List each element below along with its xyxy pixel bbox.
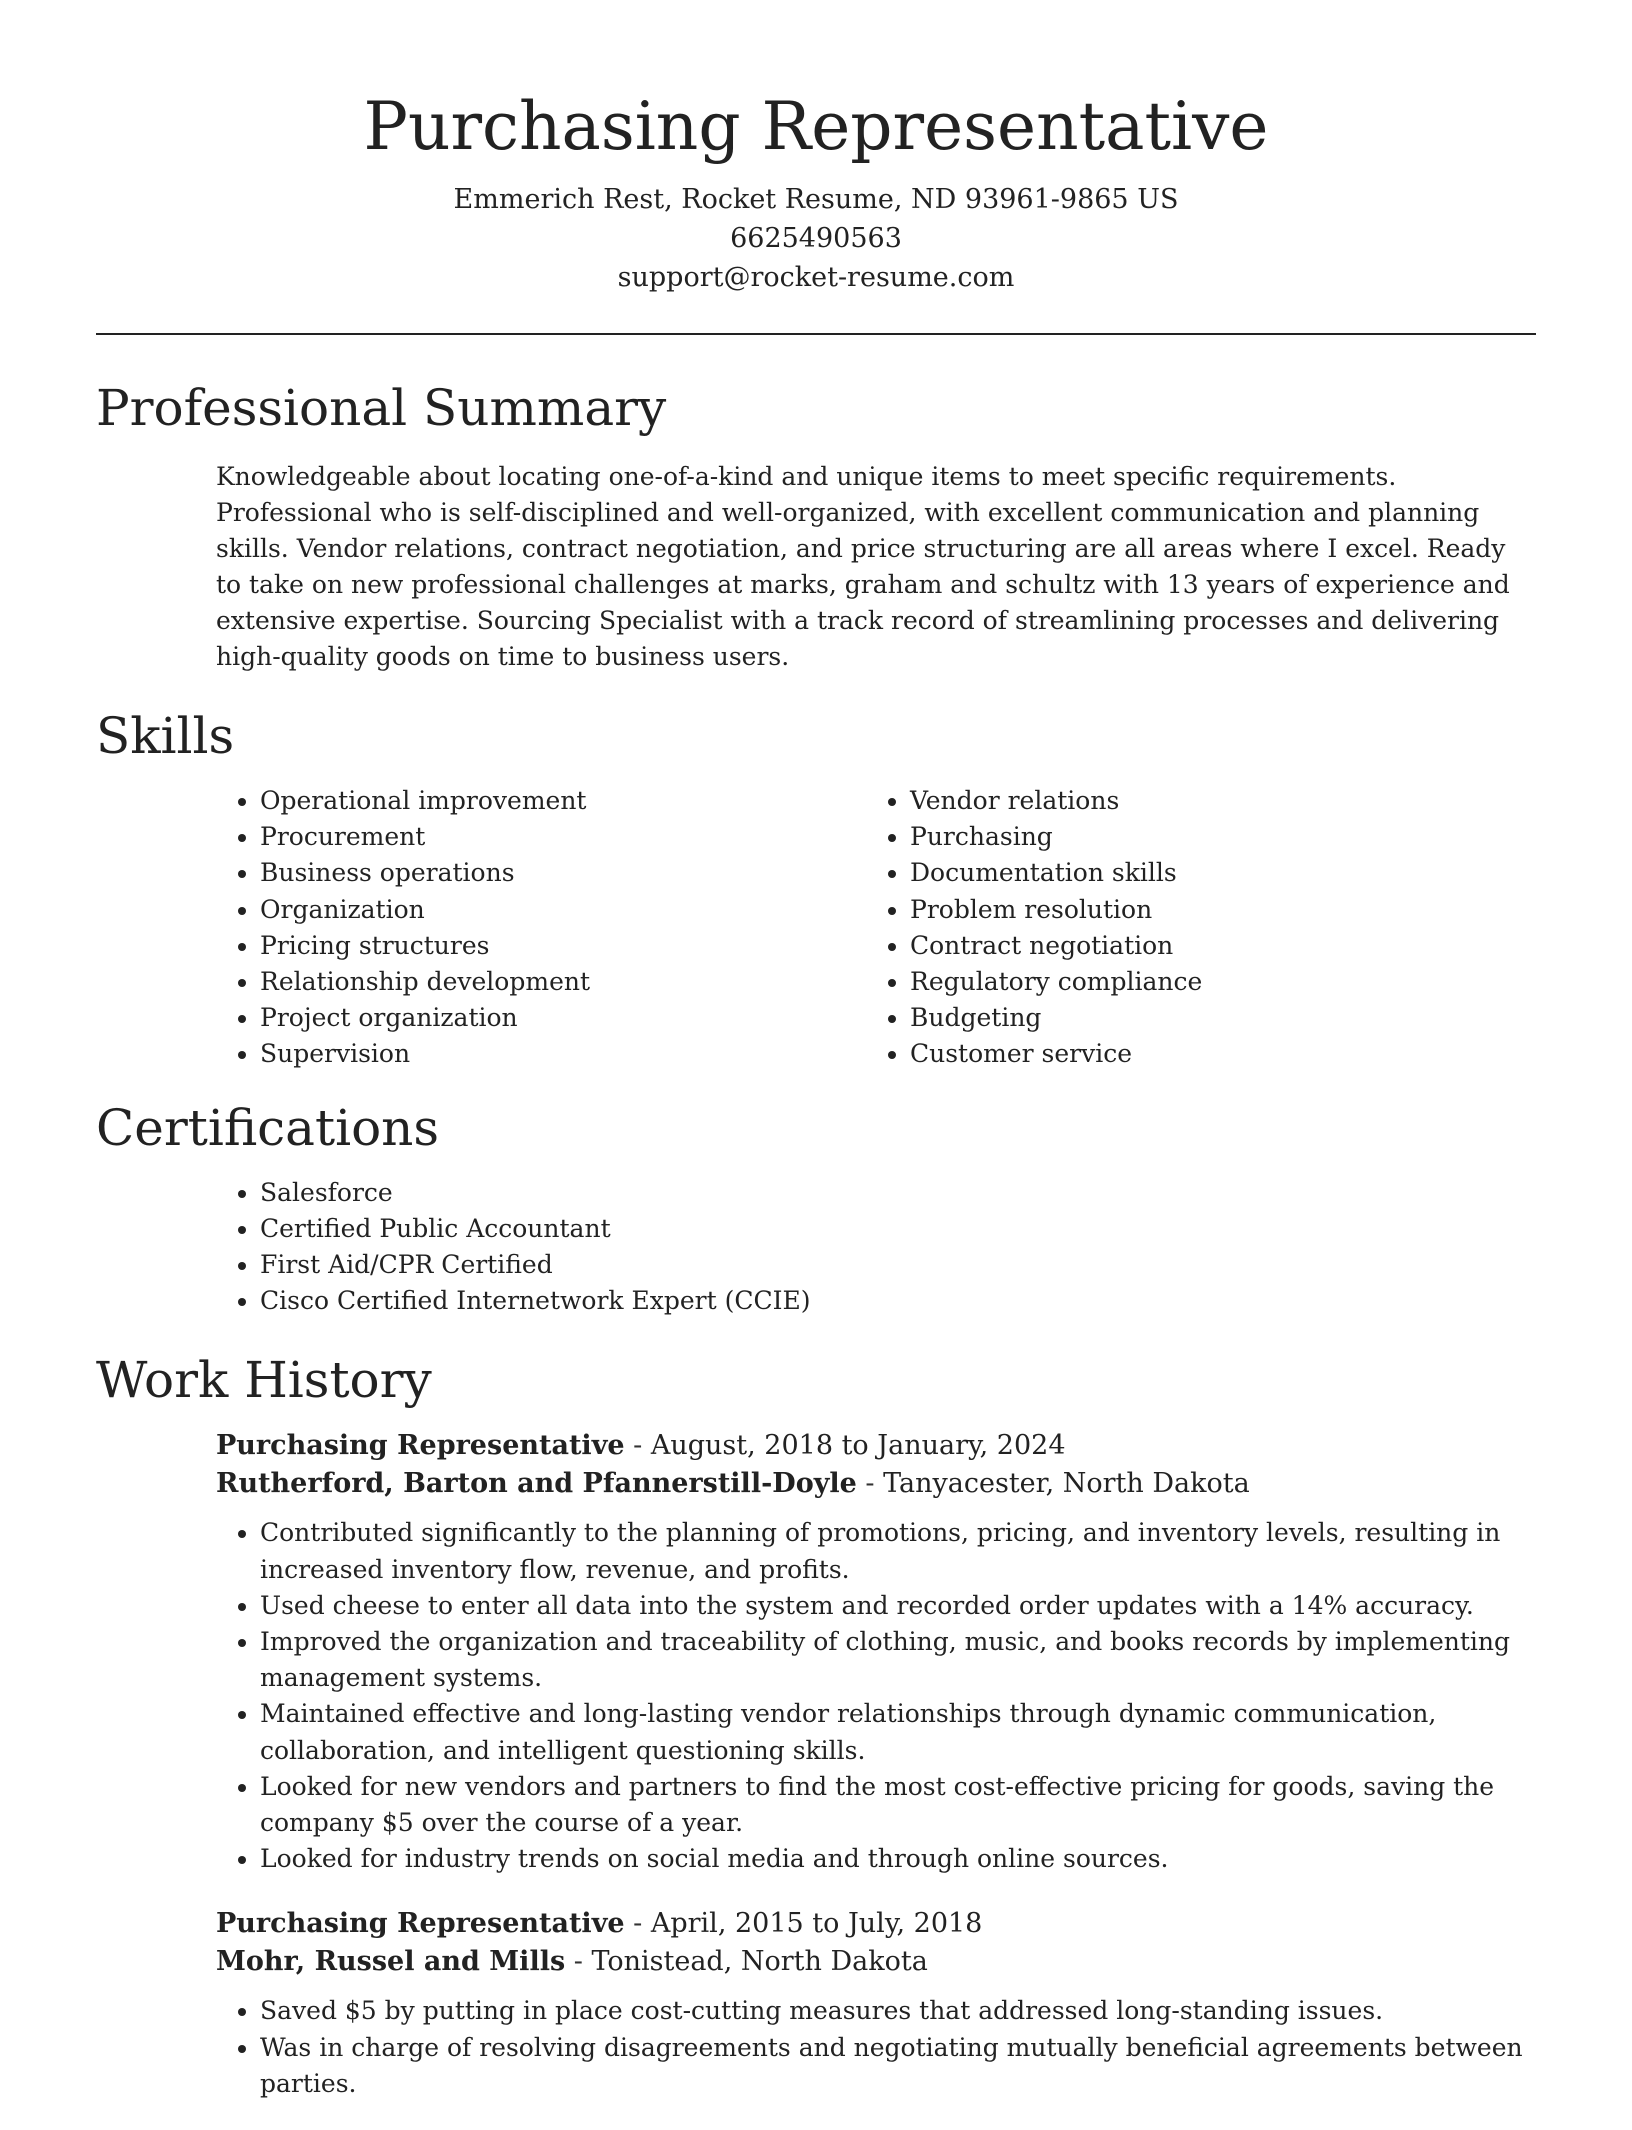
- header-divider: [96, 333, 1536, 335]
- list-item: • Salesforce: [260, 1175, 1536, 1211]
- job-location: Tanyacester, North Dakota: [883, 1468, 1250, 1500]
- list-item: • Problem resolution: [910, 892, 1516, 928]
- candidate-name: Purchasing Representative: [363, 88, 1269, 165]
- list-item: • Procurement: [260, 819, 866, 855]
- skills-list-right: [866, 783, 1516, 1073]
- list-item: • Contributed significantly to the planning of promotions, pricing, and inventory levels, resulting in increased inventory flow, revenue, and profits.: [260, 1515, 1536, 1587]
- job-bullets: [216, 1515, 1536, 1877]
- contact-phone: 6625490563: [730, 223, 902, 254]
- list-item: • Operational improvement: [260, 783, 866, 819]
- job-location: Tonistead, North Dakota: [591, 1946, 928, 1978]
- certifications-heading: Certifications: [96, 1098, 440, 1157]
- resume-page: [96, 0, 1536, 2130]
- list-item: • Saved $5 by putting in place cost-cutting measures that addressed long-standing issues.: [260, 1993, 1536, 2029]
- job-title: Purchasing Representative: [216, 1908, 625, 1940]
- summary-heading: Professional Summary: [96, 379, 667, 437]
- list-item: • Budgeting: [910, 1000, 1516, 1036]
- skills-column-left: [216, 783, 866, 1073]
- job-separator: -: [624, 1430, 651, 1462]
- list-item: • First Aid/CPR Certified: [260, 1247, 1536, 1283]
- job-entry: [216, 1427, 1536, 1877]
- skills-list-left: [216, 783, 866, 1073]
- list-item: • Organization: [260, 892, 866, 928]
- list-item: • Relationship development: [260, 964, 866, 1000]
- list-item: • Contract negotiation: [910, 928, 1516, 964]
- list-item: • Project organization: [260, 1000, 866, 1036]
- list-item: • Regulatory compliance: [910, 964, 1516, 1000]
- list-item: • Maintained effective and long-lasting vendor relationships through dynamic communication, collaboration, and intelligent questioning skills.: [260, 1696, 1536, 1768]
- certifications-list: [216, 1175, 1536, 1320]
- work-history-section: [96, 1347, 1536, 2102]
- list-item: • Vendor relations: [910, 783, 1516, 819]
- list-item: • Cisco Certified Internetwork Expert (CCIE): [260, 1283, 1536, 1319]
- job-separator: -: [856, 1468, 884, 1500]
- job-dates: April, 2015 to July, 2018: [650, 1908, 983, 1940]
- job-title-line: [216, 1427, 1536, 1465]
- work-history-heading: Work History: [96, 1351, 432, 1410]
- resume-header: [96, 0, 1536, 297]
- certifications-body: [216, 1175, 1536, 1320]
- summary-text: Knowledgeable about locating one-of-a-kind and unique items to meet specific requirements. Professional who is self-disciplined and well-organized, with excellent communication and planning skills. Vendor relations, contract negotiation, and price structuring are all areas where I excel. Ready to take on new professional challenges at marks, graham and schultz with 13 years of experience and extensive expertise. Sourcing Specialist with a track record of streamlining processes and delivering high-quality goods on time to business users.: [216, 462, 1510, 671]
- job-entry: [216, 1905, 1536, 2102]
- summary-section: [96, 375, 1536, 675]
- skills-heading: Skills: [96, 707, 235, 765]
- contact-address: Emmerich Rest, Rocket Resume, ND 93961-9865 US: [453, 184, 1179, 215]
- list-item: • Was in charge of resolving disagreements and negotiating mutually beneficial agreements between parties.: [260, 2030, 1536, 2102]
- job-company-line: [216, 1943, 1536, 1981]
- certifications-section: [96, 1095, 1536, 1320]
- job-separator: -: [624, 1908, 651, 1940]
- job-title-line: [216, 1905, 1536, 1943]
- job-company: Mohr, Russel and Mills: [216, 1946, 566, 1978]
- list-item: • Looked for industry trends on social media and through online sources.: [260, 1841, 1536, 1877]
- skills-column-right: [866, 783, 1516, 1073]
- list-item: • Customer service: [910, 1036, 1516, 1072]
- job-dates: August, 2018 to January, 2024: [650, 1430, 1066, 1462]
- summary-body: [216, 459, 1536, 675]
- list-item: • Looked for new vendors and partners to find the most cost-effective pricing for goods, saving the company $5 over the course of a year.: [260, 1769, 1536, 1841]
- contact-email: support@rocket-resume.com: [617, 262, 1015, 293]
- skills-grid: [216, 783, 1536, 1073]
- job-bullets: [216, 1993, 1536, 2102]
- list-item: • Pricing structures: [260, 928, 866, 964]
- job-company-line: [216, 1465, 1536, 1503]
- list-item: • Improved the organization and traceability of clothing, music, and books records by implementing management systems.: [260, 1624, 1536, 1696]
- list-item: • Documentation skills: [910, 855, 1516, 891]
- contact-block: [96, 180, 1536, 297]
- list-item: • Business operations: [260, 855, 866, 891]
- work-history-body: [216, 1427, 1536, 2102]
- job-title: Purchasing Representative: [216, 1430, 625, 1462]
- skills-section: [96, 703, 1536, 1073]
- list-item: • Used cheese to enter all data into the system and recorded order updates with a 14% accuracy.: [260, 1588, 1536, 1624]
- list-item: • Supervision: [260, 1036, 866, 1072]
- list-item: • Purchasing: [910, 819, 1516, 855]
- list-item: • Certified Public Accountant: [260, 1211, 1536, 1247]
- job-company: Rutherford, Barton and Pfannerstill-Doyle: [216, 1468, 857, 1500]
- job-separator: -: [565, 1946, 592, 1978]
